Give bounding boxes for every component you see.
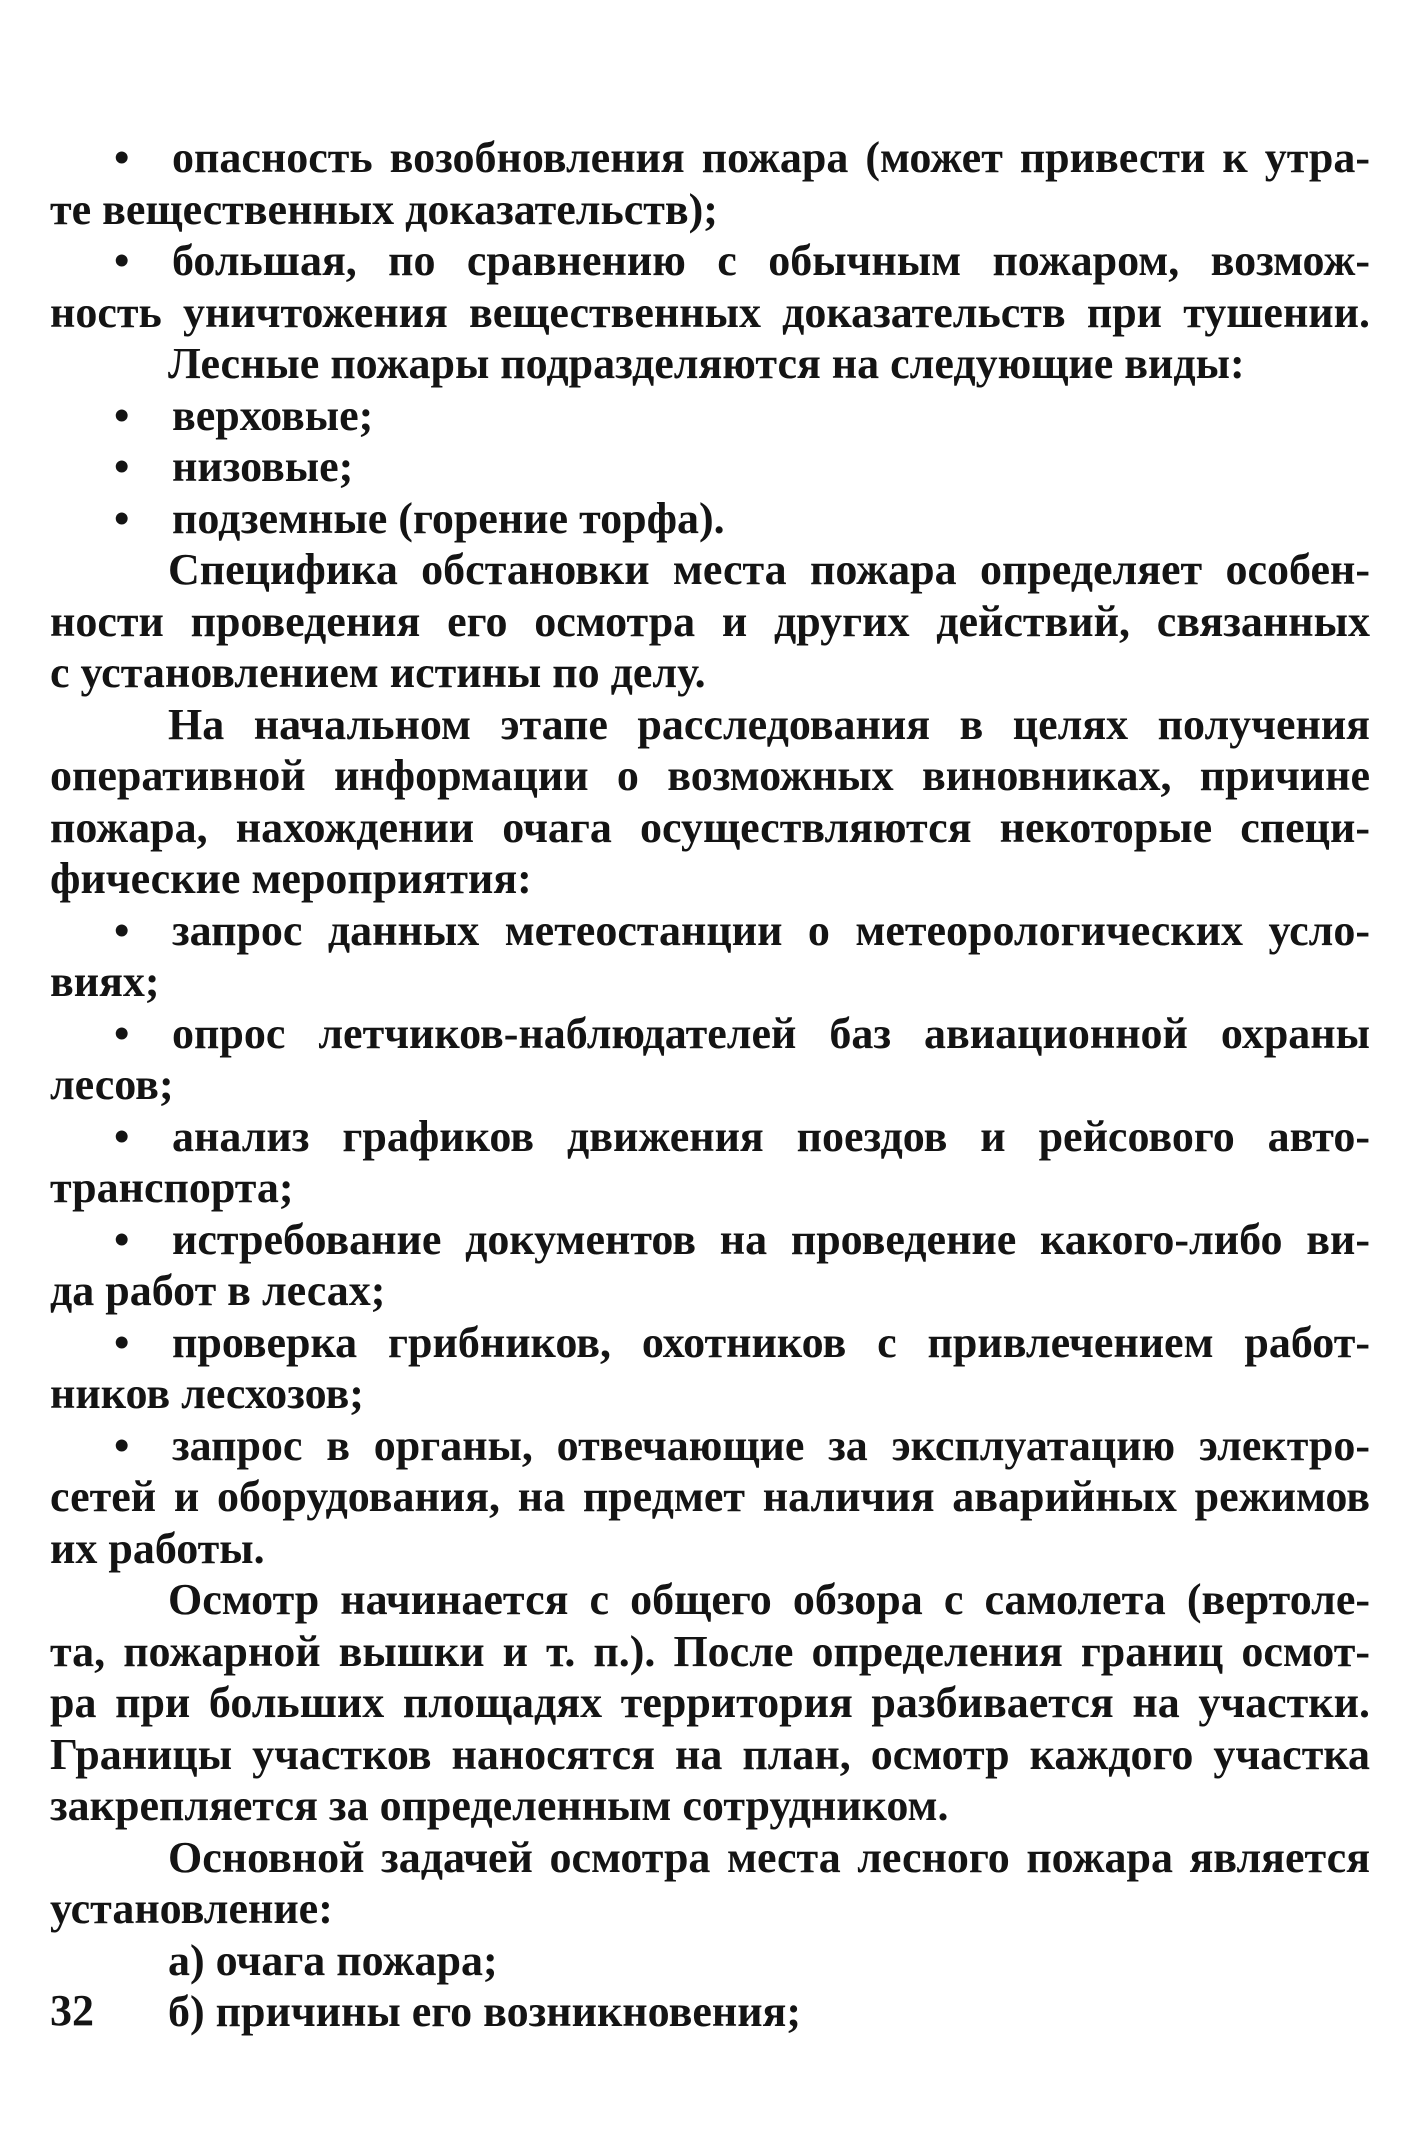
list-item [50, 905, 1370, 957]
bullet: • [114, 1214, 130, 1264]
list-item [50, 1111, 1370, 1163]
list-item-text: запрос в органы, отвечающие за эксплуатацию электро- [172, 1420, 1370, 1470]
bullet: • [114, 390, 130, 440]
list-item [50, 235, 1370, 287]
text-line: с установлением истины по делу. [50, 648, 706, 697]
text-line: ность уничтожения вещественных доказательств при тушении. [50, 287, 1370, 337]
list-item [50, 1214, 1370, 1266]
list-item-text: истребование документов на проведение какого-либо ви- [172, 1214, 1370, 1264]
bullet: • [114, 1111, 130, 1161]
text-line: ности проведения его осмотра и других действий, связанных [50, 596, 1370, 646]
list-item-text: опрос летчиков-наблюдателей баз авиационной охраны [172, 1008, 1370, 1058]
bullet: • [114, 905, 130, 955]
paragraph-first-line: На начальном этапе расследования в целях получения [168, 699, 1370, 749]
list-item-text: запрос данных метеостанции о метеорологических усло- [172, 905, 1370, 955]
text-line: оперативной информации о возможных виновниках, причине [50, 751, 1370, 800]
text-line: транспорта; [50, 1163, 294, 1212]
text-line: фические мероприятия: [50, 854, 532, 903]
text-line: их работы. [50, 1523, 265, 1573]
paragraph-first-line: Осмотр начинается с общего обзора с самолета (вертоле- [168, 1575, 1370, 1624]
paragraph-first-line: Основной задачей осмотра места лесного пожара является [168, 1832, 1370, 1882]
list-item [50, 1420, 1370, 1472]
page-text [50, 132, 1370, 2038]
enumerated-item: а) очага пожара; [168, 1935, 498, 1985]
text-line: Границы участков наносятся на план, осмотр каждого участка [50, 1729, 1370, 1779]
bullet: • [114, 1008, 130, 1058]
list-item-text: проверка грибников, охотников с привлечением работ- [172, 1317, 1370, 1367]
text-line: да работ в лесах; [50, 1266, 386, 1315]
list-item-text: подземные (горение торфа). [172, 493, 725, 543]
list-item-text: низовые; [172, 442, 354, 491]
list-item [50, 441, 1370, 493]
text-line: та, пожарной вышки и т. п.). После определения границ осмот- [50, 1626, 1370, 1676]
text-line: пожара, нахождении очага осуществляются некоторые специ- [50, 802, 1370, 852]
text-line: закрепляется за определенным сотрудником. [50, 1781, 949, 1830]
bullet: • [114, 1317, 130, 1367]
list-item-text: опасность возобновления пожара (может привести к утра- [172, 133, 1370, 182]
list-item-text: верховые; [172, 390, 374, 440]
bullet: • [114, 442, 130, 491]
text-line: лесов; [50, 1060, 174, 1109]
list-item [50, 390, 1370, 442]
list-item [50, 493, 1370, 545]
paragraph-first-line: Лесные пожары подразделяются на следующие виды: [168, 339, 1245, 388]
paragraph-first-line: Специфика обстановки места пожара определяет особен- [168, 545, 1370, 594]
text-line: ников лесхозов; [50, 1369, 364, 1418]
text-line: сетей и оборудования, на предмет наличия аварийных режимов [50, 1472, 1370, 1521]
page-number: 32 [50, 1986, 94, 2035]
list-item [50, 1008, 1370, 1060]
list-item-text: большая, по сравнению с обычным пожаром, возмож- [172, 236, 1370, 285]
enumerated-item: б) причины его возникновения; [168, 1987, 802, 2036]
text-line: ра при больших площадях территория разбивается на участки. [50, 1678, 1370, 1727]
text-line: те вещественных доказательств); [50, 184, 718, 234]
list-item [50, 132, 1370, 184]
bullet: • [114, 493, 130, 543]
bullet: • [114, 236, 130, 285]
text-line: установление: [50, 1884, 333, 1933]
bullet: • [114, 1420, 130, 1470]
list-item-text: анализ графиков движения поездов и рейсового авто- [172, 1111, 1370, 1161]
bullet: • [114, 133, 130, 182]
text-line: виях; [50, 957, 160, 1006]
list-item [50, 1317, 1370, 1369]
